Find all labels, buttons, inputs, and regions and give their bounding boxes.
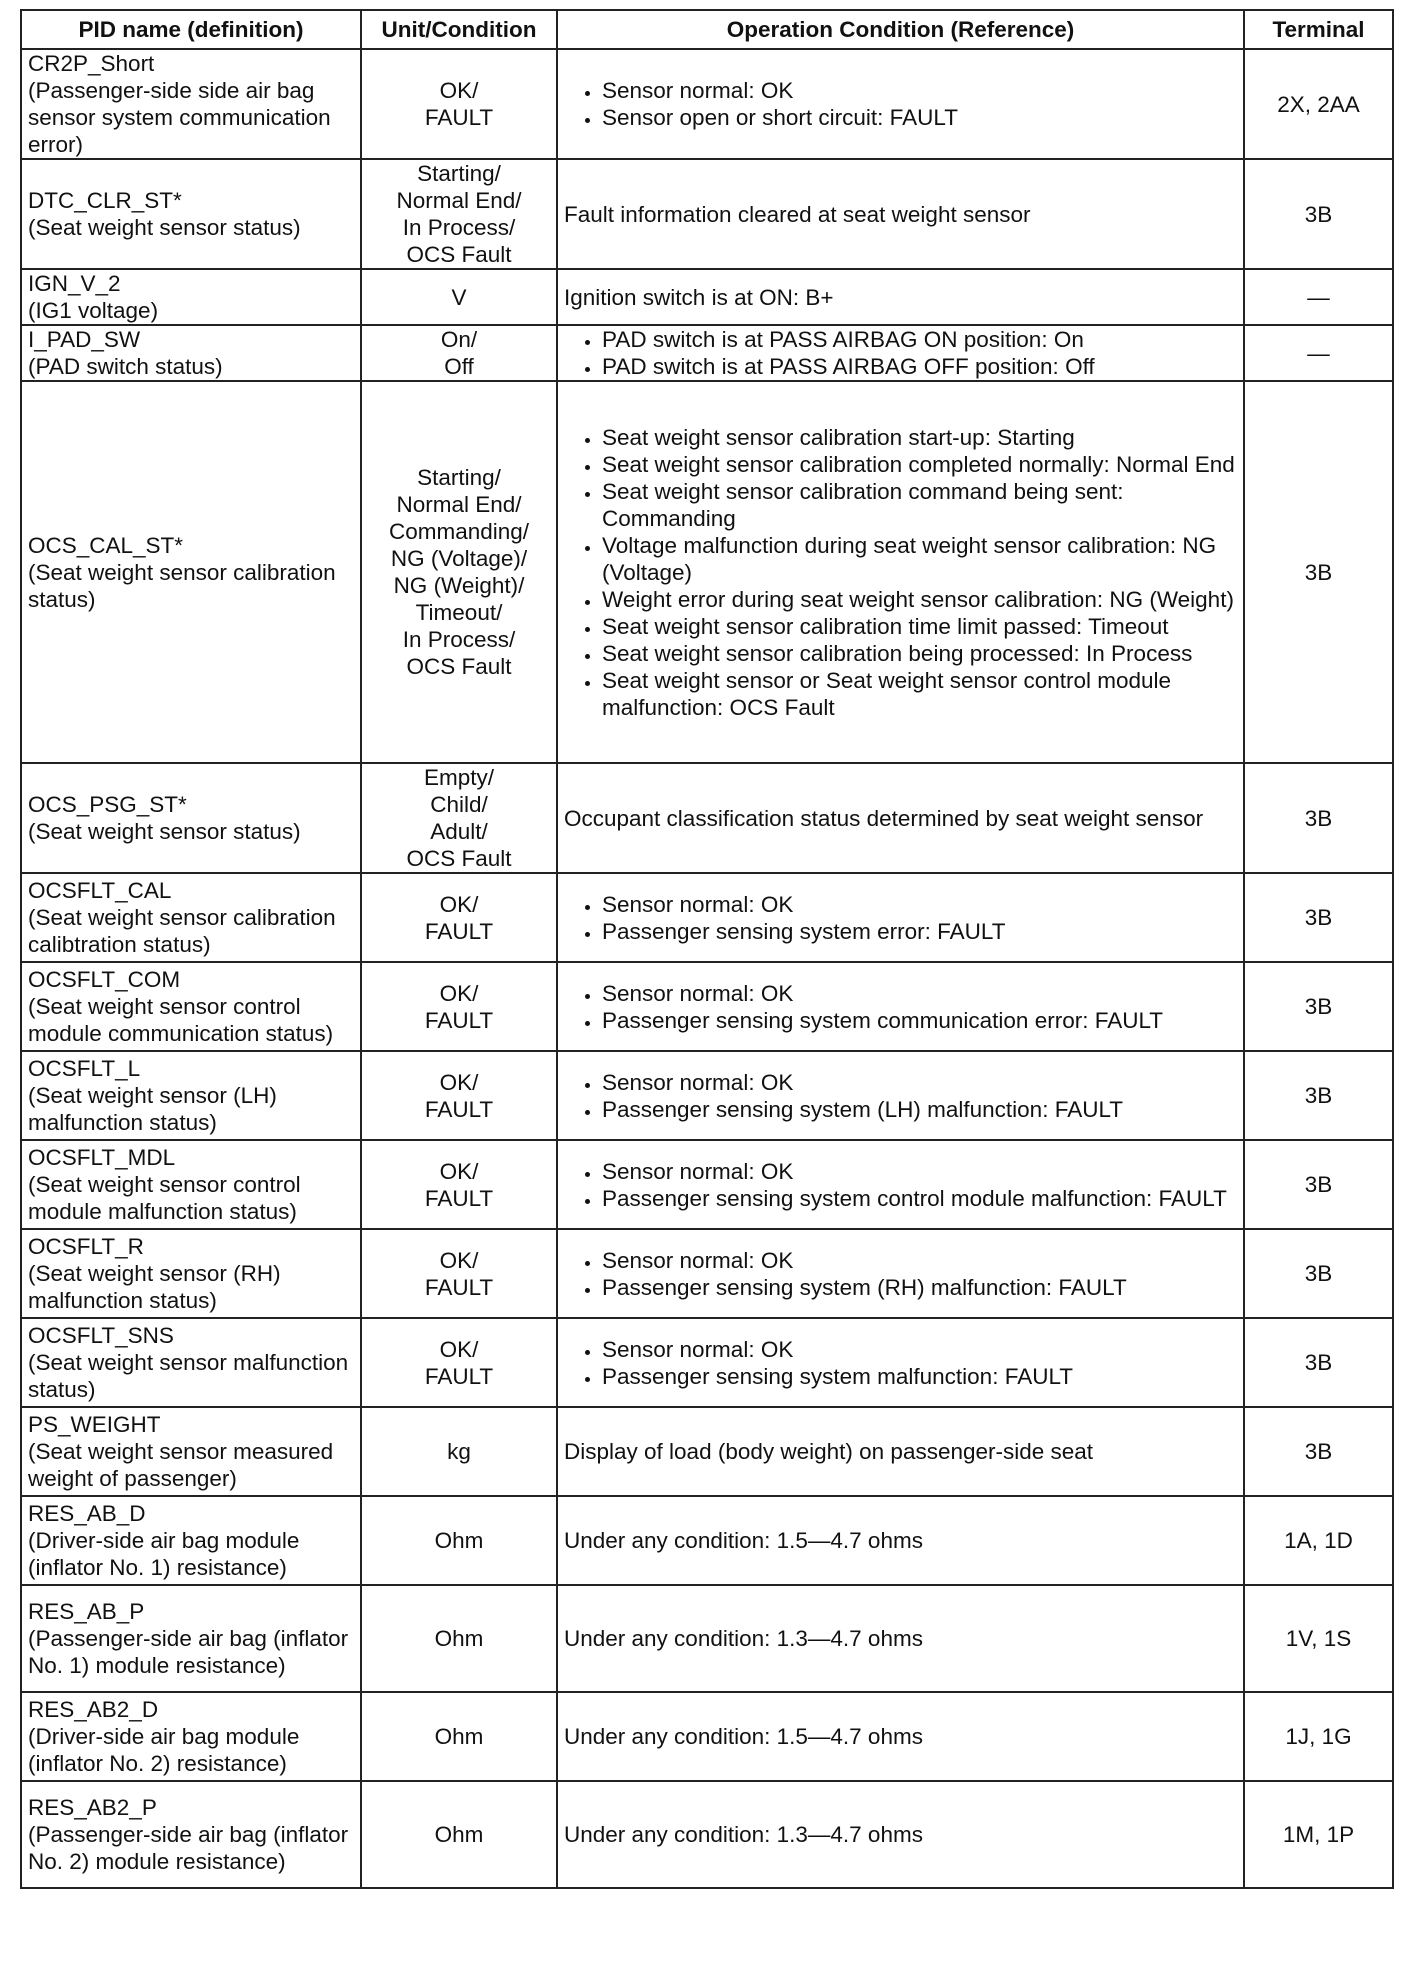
operation-condition-cell: Under any condition: 1.3—4.7 ohms (557, 1781, 1244, 1888)
pid-name-cell: RES_AB_P (Passenger-side air bag (inflator No. 1) module resistance) (21, 1585, 361, 1692)
pid-name-cell: OCSFLT_CAL (Seat weight sensor calibration calibtration status) (21, 873, 361, 962)
unit-condition-cell: On/ Off (361, 325, 557, 381)
terminal-cell: 1J, 1G (1244, 1692, 1393, 1781)
operation-condition-cell (557, 49, 1244, 159)
terminal-cell: 1A, 1D (1244, 1496, 1393, 1585)
pid-name-cell: OCS_CAL_ST* (Seat weight sensor calibration status) (21, 381, 361, 763)
list-item: • Seat weight sensor calibration command being sent: Commanding (602, 478, 1237, 532)
terminal-cell: — (1244, 325, 1393, 381)
unit-condition-cell: OK/ FAULT (361, 49, 557, 159)
operation-condition-list (564, 891, 1237, 945)
terminal-cell: 3B (1244, 1051, 1393, 1140)
list-item: • Seat weight sensor calibration start-up: Starting (602, 424, 1237, 451)
list-item: • Passenger sensing system communication error: FAULT (602, 1007, 1237, 1034)
pid-name-cell: OCSFLT_MDL (Seat weight sensor control module malfunction status) (21, 1140, 361, 1229)
unit-condition-cell: OK/ FAULT (361, 1229, 557, 1318)
unit-condition-cell: Starting/ Normal End/ Commanding/ NG (Voltage)/ NG (Weight)/ Timeout/ In Process/ OCS Fault (361, 381, 557, 763)
list-item: • Weight error during seat weight sensor calibration: NG (Weight) (602, 586, 1237, 613)
table-row (21, 1318, 1393, 1407)
unit-condition-cell: Ohm (361, 1781, 557, 1888)
pid-name-cell: PS_WEIGHT (Seat weight sensor measured weight of passenger) (21, 1407, 361, 1496)
unit-condition-cell: OK/ FAULT (361, 1318, 557, 1407)
list-item: • Passenger sensing system malfunction: FAULT (602, 1363, 1237, 1390)
operation-condition-list (564, 1247, 1237, 1301)
operation-condition-list (564, 1158, 1237, 1212)
list-item: • Passenger sensing system (RH) malfunction: FAULT (602, 1274, 1237, 1301)
unit-condition-cell: Ohm (361, 1496, 557, 1585)
terminal-cell: 3B (1244, 159, 1393, 269)
header-terminal: Terminal (1244, 10, 1393, 49)
table-row (21, 1692, 1393, 1781)
operation-condition-cell (557, 873, 1244, 962)
terminal-cell: 1M, 1P (1244, 1781, 1393, 1888)
list-item: • PAD switch is at PASS AIRBAG ON position: On (602, 326, 1237, 353)
operation-condition-cell (557, 325, 1244, 381)
pid-table-body (21, 49, 1393, 1888)
pid-name-cell: OCSFLT_COM (Seat weight sensor control module communication status) (21, 962, 361, 1051)
pid-name-cell: RES_AB2_P (Passenger-side air bag (inflator No. 2) module resistance) (21, 1781, 361, 1888)
list-item: • Passenger sensing system control module malfunction: FAULT (602, 1185, 1237, 1212)
list-item: • Sensor normal: OK (602, 1069, 1237, 1096)
table-row (21, 1585, 1393, 1692)
unit-condition-cell: kg (361, 1407, 557, 1496)
terminal-cell: 3B (1244, 1229, 1393, 1318)
pid-name-cell: RES_AB2_D (Driver-side air bag module (inflator No. 2) resistance) (21, 1692, 361, 1781)
operation-condition-cell: Occupant classification status determined by seat weight sensor (557, 763, 1244, 873)
list-item: • Sensor normal: OK (602, 1158, 1237, 1185)
table-row (21, 1496, 1393, 1585)
pid-name-cell: OCSFLT_SNS (Seat weight sensor malfunction status) (21, 1318, 361, 1407)
table-row (21, 1407, 1393, 1496)
list-item: • Sensor open or short circuit: FAULT (602, 104, 1237, 131)
operation-condition-list (564, 326, 1237, 380)
operation-condition-cell (557, 381, 1244, 763)
table-row (21, 325, 1393, 381)
terminal-cell: — (1244, 269, 1393, 325)
pid-name-cell: RES_AB_D (Driver-side air bag module (inflator No. 1) resistance) (21, 1496, 361, 1585)
list-item: • Seat weight sensor or Seat weight sensor control module malfunction: OCS Fault (602, 667, 1237, 721)
list-item: • Seat weight sensor calibration completed normally: Normal End (602, 451, 1237, 478)
pid-name-cell: OCSFLT_R (Seat weight sensor (RH) malfunction status) (21, 1229, 361, 1318)
list-item: • Passenger sensing system (LH) malfunction: FAULT (602, 1096, 1237, 1123)
table-row (21, 763, 1393, 873)
operation-condition-cell: Ignition switch is at ON: B+ (557, 269, 1244, 325)
pid-name-cell: IGN_V_2 (IG1 voltage) (21, 269, 361, 325)
operation-condition-cell (557, 1229, 1244, 1318)
unit-condition-cell: Empty/ Child/ Adult/ OCS Fault (361, 763, 557, 873)
table-row (21, 873, 1393, 962)
operation-condition-cell (557, 1140, 1244, 1229)
unit-condition-cell: OK/ FAULT (361, 962, 557, 1051)
list-item: • Sensor normal: OK (602, 1336, 1237, 1363)
list-item: • Voltage malfunction during seat weight sensor calibration: NG (Voltage) (602, 532, 1237, 586)
table-row (21, 1140, 1393, 1229)
unit-condition-cell: OK/ FAULT (361, 1140, 557, 1229)
table-row (21, 1051, 1393, 1140)
terminal-cell: 1V, 1S (1244, 1585, 1393, 1692)
operation-condition-cell: Under any condition: 1.3—4.7 ohms (557, 1585, 1244, 1692)
table-row (21, 49, 1393, 159)
operation-condition-cell (557, 1318, 1244, 1407)
header-unit-condition: Unit/Condition (361, 10, 557, 49)
unit-condition-cell: OK/ FAULT (361, 1051, 557, 1140)
pid-name-cell: OCS_PSG_ST* (Seat weight sensor status) (21, 763, 361, 873)
terminal-cell: 3B (1244, 381, 1393, 763)
unit-condition-cell: Ohm (361, 1692, 557, 1781)
list-item: • PAD switch is at PASS AIRBAG OFF position: Off (602, 353, 1237, 380)
unit-condition-cell: Ohm (361, 1585, 557, 1692)
terminal-cell: 2X, 2AA (1244, 49, 1393, 159)
operation-condition-list (564, 77, 1237, 131)
operation-condition-cell (557, 1051, 1244, 1140)
list-item: • Sensor normal: OK (602, 1247, 1237, 1274)
header-row (21, 10, 1393, 49)
pid-name-cell: DTC_CLR_ST* (Seat weight sensor status) (21, 159, 361, 269)
table-row (21, 159, 1393, 269)
list-item: • Seat weight sensor calibration being processed: In Process (602, 640, 1237, 667)
unit-condition-cell: OK/ FAULT (361, 873, 557, 962)
pid-name-cell: OCSFLT_L (Seat weight sensor (LH) malfunction status) (21, 1051, 361, 1140)
table-row (21, 269, 1393, 325)
pid-table (20, 9, 1394, 1889)
list-item: • Sensor normal: OK (602, 77, 1237, 104)
terminal-cell: 3B (1244, 1318, 1393, 1407)
terminal-cell: 3B (1244, 1407, 1393, 1496)
list-item: • Sensor normal: OK (602, 980, 1237, 1007)
table-row (21, 381, 1393, 763)
terminal-cell: 3B (1244, 1140, 1393, 1229)
operation-condition-list (564, 1069, 1237, 1123)
pid-name-cell: CR2P_Short (Passenger-side side air bag sensor system communication error) (21, 49, 361, 159)
list-item: • Passenger sensing system error: FAULT (602, 918, 1237, 945)
operation-condition-cell: Under any condition: 1.5—4.7 ohms (557, 1692, 1244, 1781)
unit-condition-cell: V (361, 269, 557, 325)
list-item: • Sensor normal: OK (602, 891, 1237, 918)
terminal-cell: 3B (1244, 763, 1393, 873)
table-row (21, 1781, 1393, 1888)
operation-condition-list (564, 980, 1237, 1034)
operation-condition-list (564, 1336, 1237, 1390)
list-item: • Seat weight sensor calibration time limit passed: Timeout (602, 613, 1237, 640)
header-pid-name: PID name (definition) (21, 10, 361, 49)
terminal-cell: 3B (1244, 873, 1393, 962)
table-row (21, 1229, 1393, 1318)
operation-condition-cell: Display of load (body weight) on passenger-side seat (557, 1407, 1244, 1496)
table-row (21, 962, 1393, 1051)
terminal-cell: 3B (1244, 962, 1393, 1051)
operation-condition-cell (557, 962, 1244, 1051)
operation-condition-cell: Fault information cleared at seat weight sensor (557, 159, 1244, 269)
pid-name-cell: I_PAD_SW (PAD switch status) (21, 325, 361, 381)
unit-condition-cell: Starting/ Normal End/ In Process/ OCS Fault (361, 159, 557, 269)
operation-condition-cell: Under any condition: 1.5—4.7 ohms (557, 1496, 1244, 1585)
operation-condition-list (564, 424, 1237, 721)
header-operation-condition: Operation Condition (Reference) (557, 10, 1244, 49)
